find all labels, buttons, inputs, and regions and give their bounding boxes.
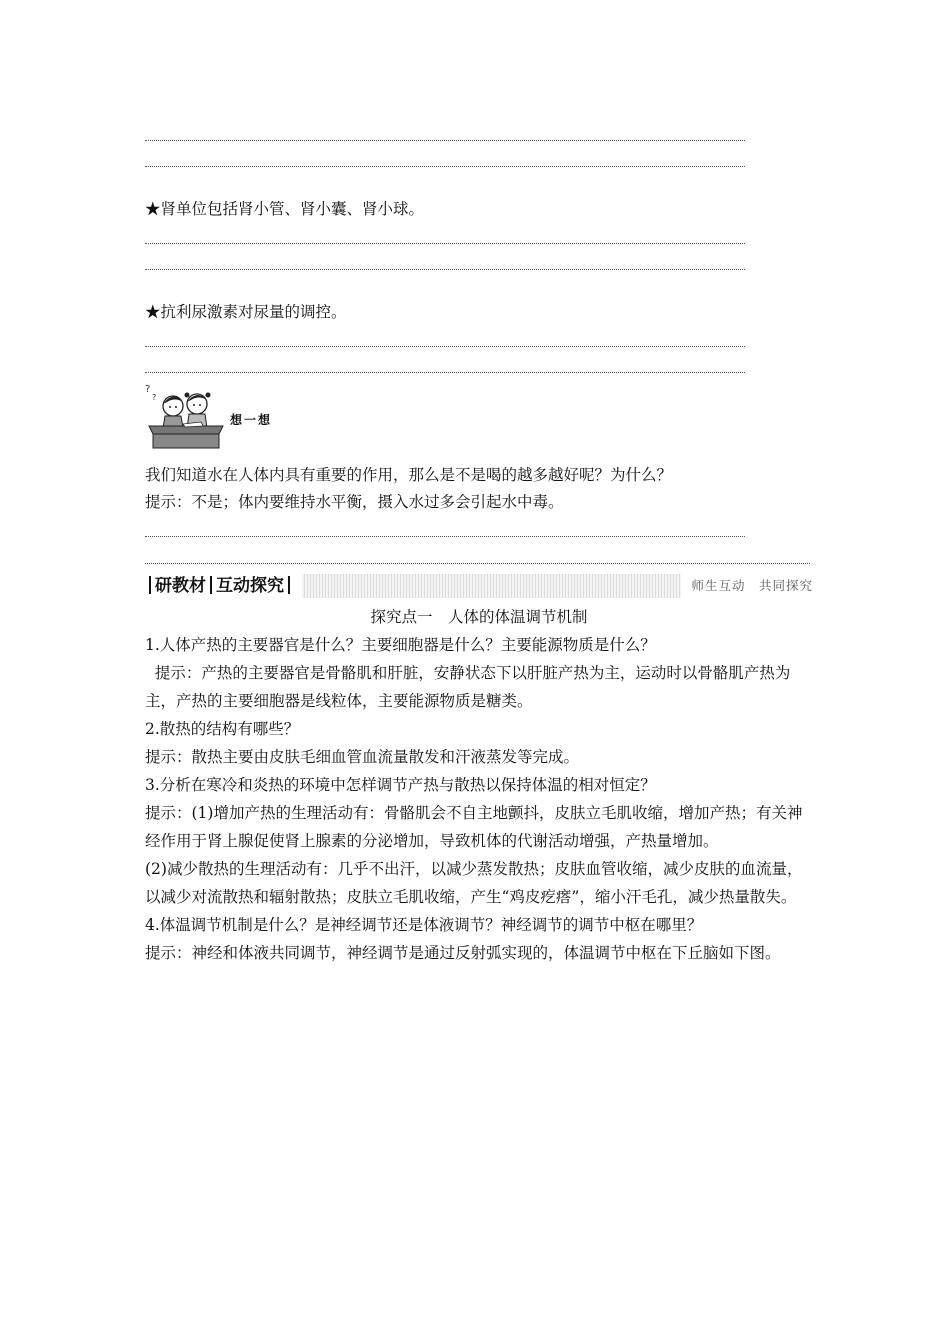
bullet-nephron: ★肾单位包括肾小管、肾小囊、肾小球。 [145,200,425,218]
think-question: 我们知道水在人体内具有重要的作用，那么是不是喝的越多越好呢？为什么？ [145,466,673,484]
answer-2: 提示：散热主要由皮肤毛细血管血流量散发和汗液蒸发等完成。 [145,748,580,766]
answer-line [145,166,745,167]
svg-text:?: ? [145,384,151,395]
answer-line [145,243,745,244]
section-content [145,631,813,967]
answer-line [145,140,745,141]
banner-bar [149,576,151,594]
question-1: 1.人体产热的主要器官是什么？主要细胞器是什么？主要能源物质是什么？ [145,636,656,654]
question-2: 2.散热的结构有哪些？ [145,720,300,738]
section-banner [145,574,815,598]
answer-line [145,269,745,270]
answer-1: 提示：产热的主要器官是骨骼肌和肝脏，安静状态下以肝脏产热为主，运动时以骨骼肌产热为主，产热的主要细胞器是线粒体，主要能源物质是糖类。 [145,664,791,710]
answer-4: 提示：神经和体液共同调节，神经调节是通过反射弧实现的，体温调节中枢在下丘脑如下图。 [145,944,781,962]
answer-line [145,536,745,537]
banner-part2: 互动探究 [216,576,284,596]
banner-tagline: 师生互动 共同探究 [681,574,815,598]
answer-3b: (2)减少散热的生理活动有：几乎不出汗，以减少蒸发散热；皮肤血管收缩，减少皮肤的血流量，以减少对流散热和辐射散热；皮肤立毛肌收缩，产生“鸡皮疙瘩”，缩小汗毛孔，减少热量散失。 [145,860,803,906]
question-4: 4.体温调节机制是什么？是神经调节还是体液调节？神经调节的调节中枢在哪里？ [145,916,703,934]
banner-bar [288,576,290,594]
banner-part1: 研教材 [155,576,206,596]
bullet-adh: ★抗利尿激素对尿量的调控。 [145,303,347,321]
think-label: 想一想 [230,413,273,427]
answer-3a: 提示：(1)增加产热的生理活动有：骨骼肌会不自主地颤抖，皮肤立毛肌收缩，增加产热；有关神经作用于肾上腺促使肾上腺素的分泌增加，导致机体的代谢活动增强，产热量增加。 [145,804,803,850]
question-3: 3.分析在寒冷和炎热的环境中怎样调节产热与散热以保持体温的相对恒定？ [145,776,656,794]
answer-line [145,346,745,347]
think-answer: 提示：不是；体内要维持水平衡，摄入水过多会引起水中毒。 [145,493,564,511]
svg-text:?: ? [152,393,157,402]
section-divider [145,563,810,564]
think-illustration [143,380,228,452]
section-title: 探究点一 人体的体温调节机制 [370,608,588,626]
banner-title [145,574,302,598]
answer-line [145,372,745,373]
banner-bar [210,576,212,594]
